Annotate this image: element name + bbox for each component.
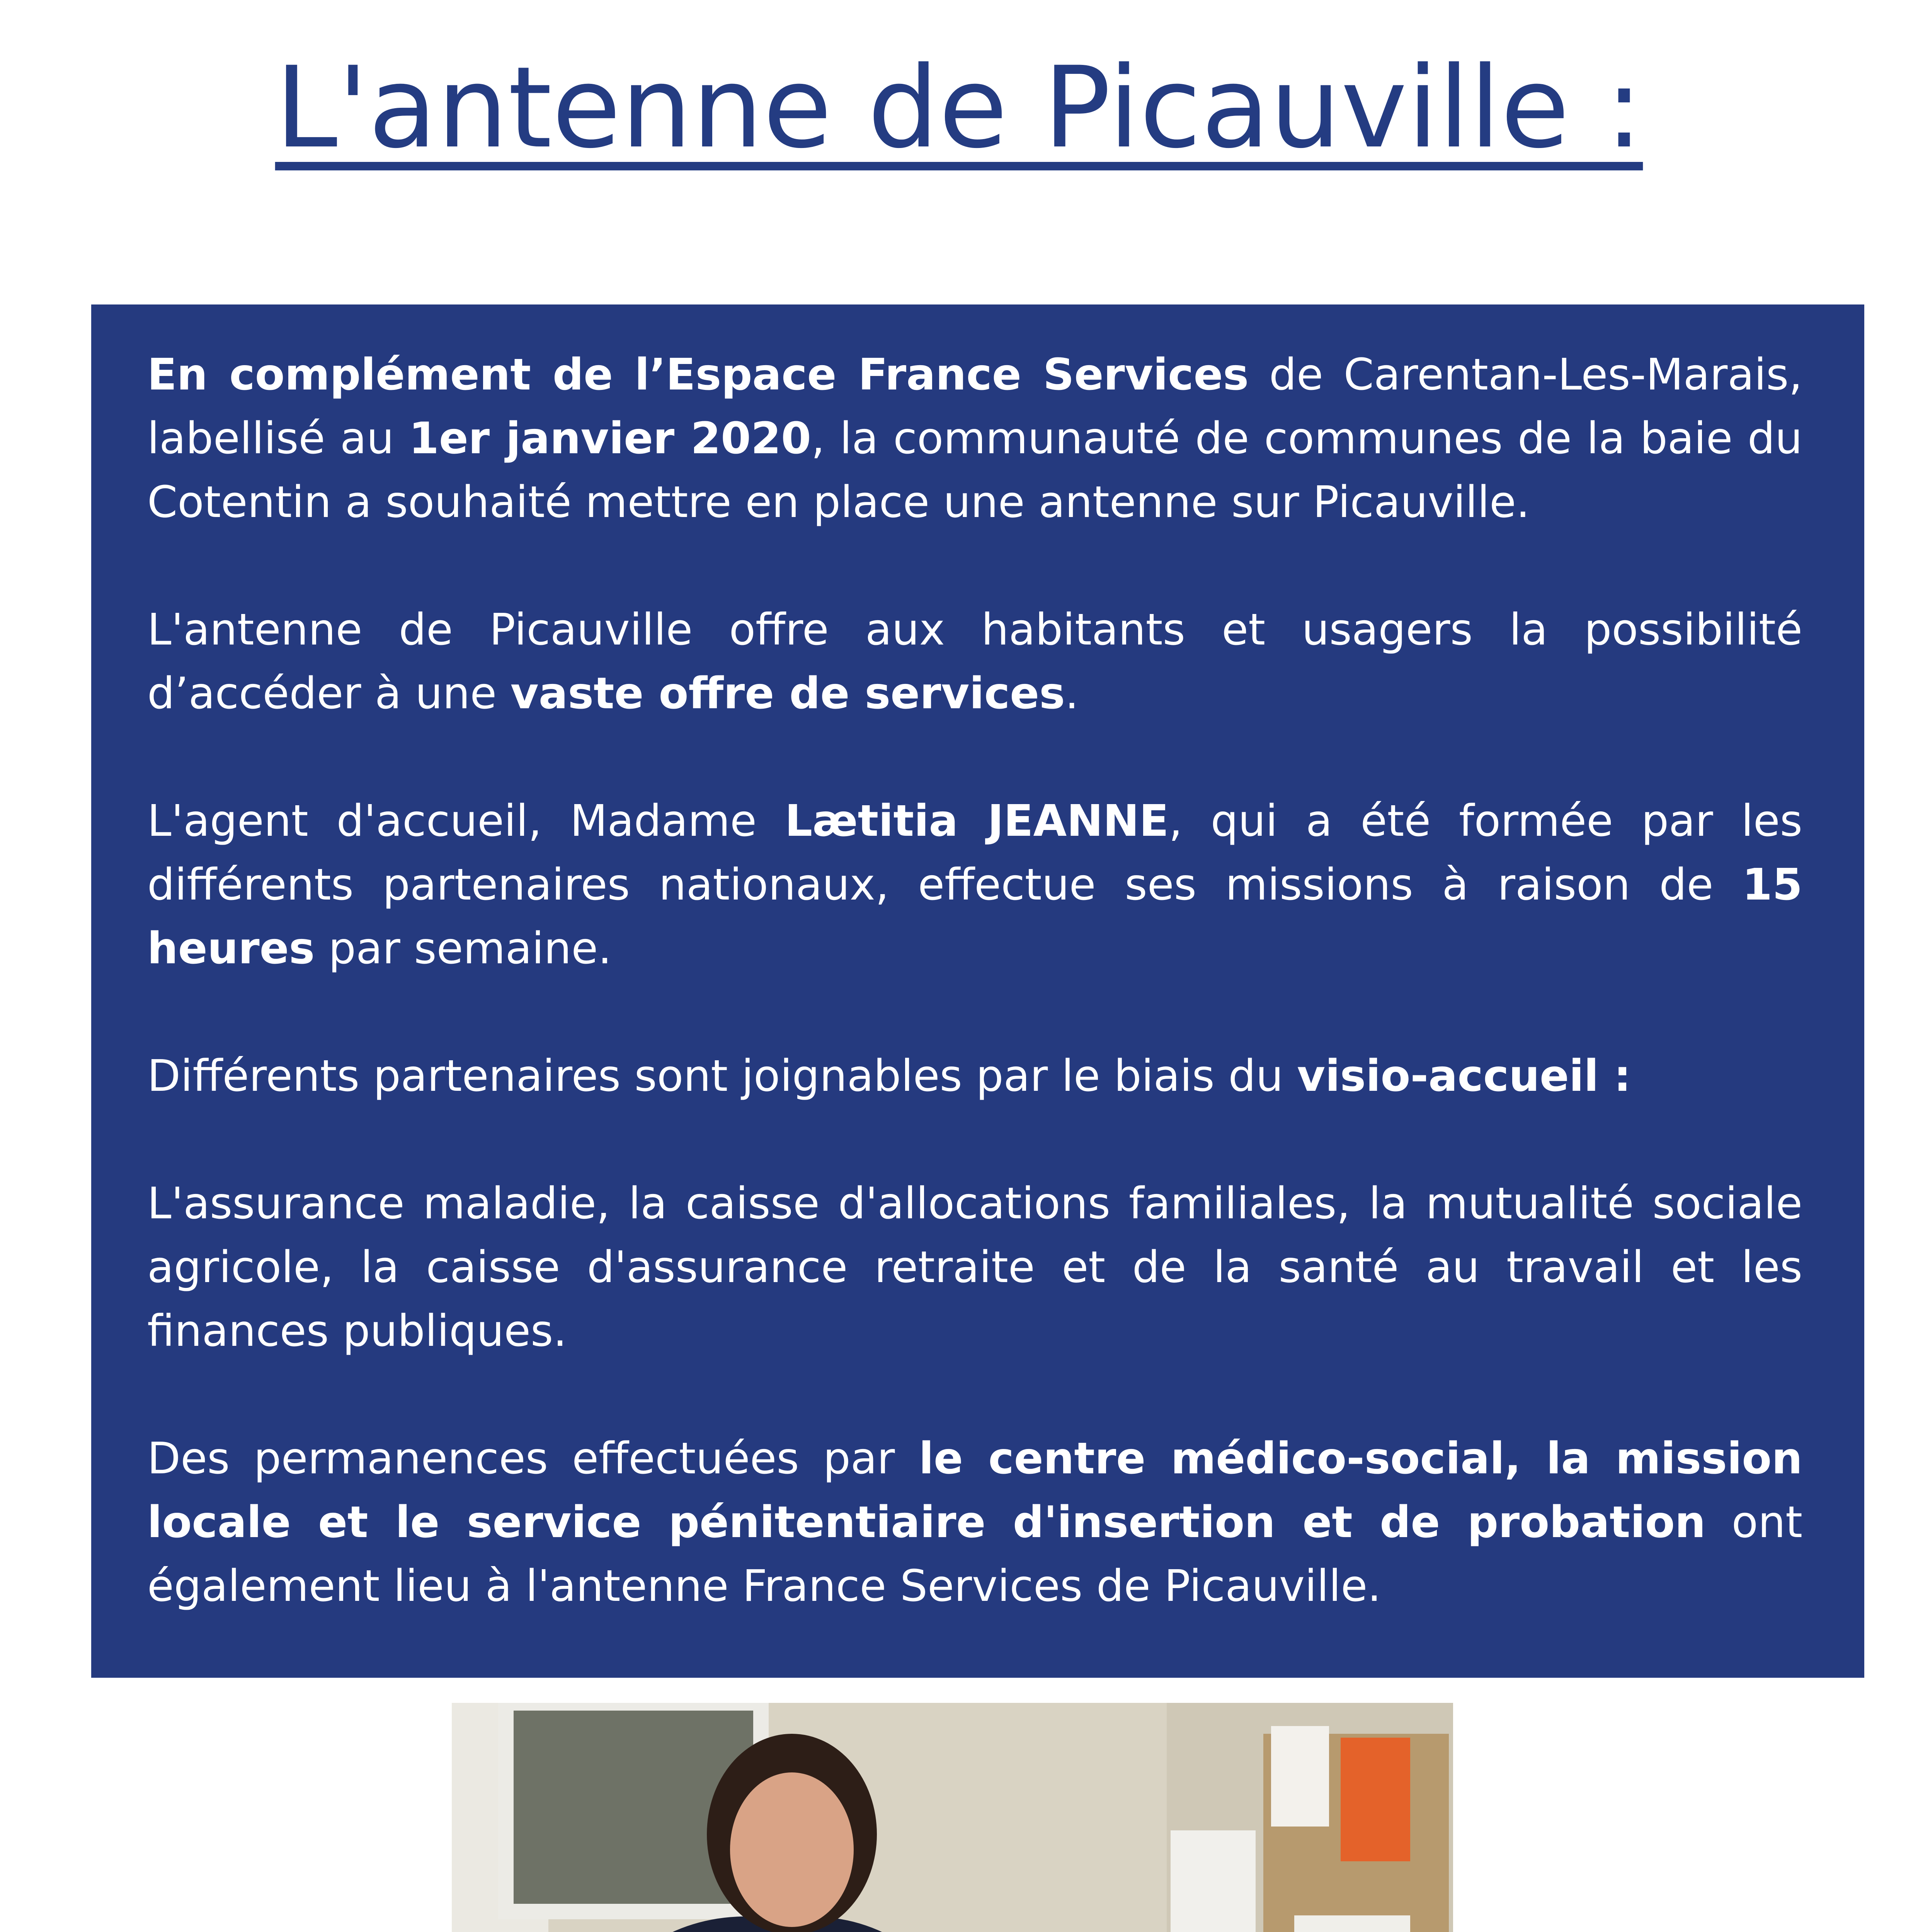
info-panel [91,304,1864,1678]
paragraph-agent: L'agent d'accueil, Madame Lætitia JEANNE, qui a été formée par les différents partenaires nationaux, effectue ses missions à raison de 15 heures par semaine. [147,796,1803,974]
paragraph-intro: En complément de l’Espace France Services de Carentan-Les-Marais, labellisé au 1er janvier 2020, la communauté de communes de la baie du Cotentin a souhaité mettre en place une antenne sur Picauville. [147,350,1803,527]
paragraph-partners: L'assurance maladie, la caisse d'allocations familiales, la mutualité sociale agricole, la caisse d'assurance retraite et de la santé au travail et les finances publiques. [147,1179,1802,1356]
page-title: L'antenne de Picauville : [275,43,1643,173]
paragraph-services: L'antenne de Picauville offre aux habitants et usagers la possibilité d’accéder à une vaste offre de services. [147,605,1802,719]
agent-photo [452,1703,1453,1932]
paragraph-permanences: Des permanences effectuées par le centre médico-social, la mission locale et le service pénitentiaire d'insertion et de probation ont également lieu à l'antenne France Services de Picauville. [147,1434,1802,1611]
paragraph-visio: Différents partenaires sont joignables par le biais du visio-accueil : [147,1051,1631,1101]
